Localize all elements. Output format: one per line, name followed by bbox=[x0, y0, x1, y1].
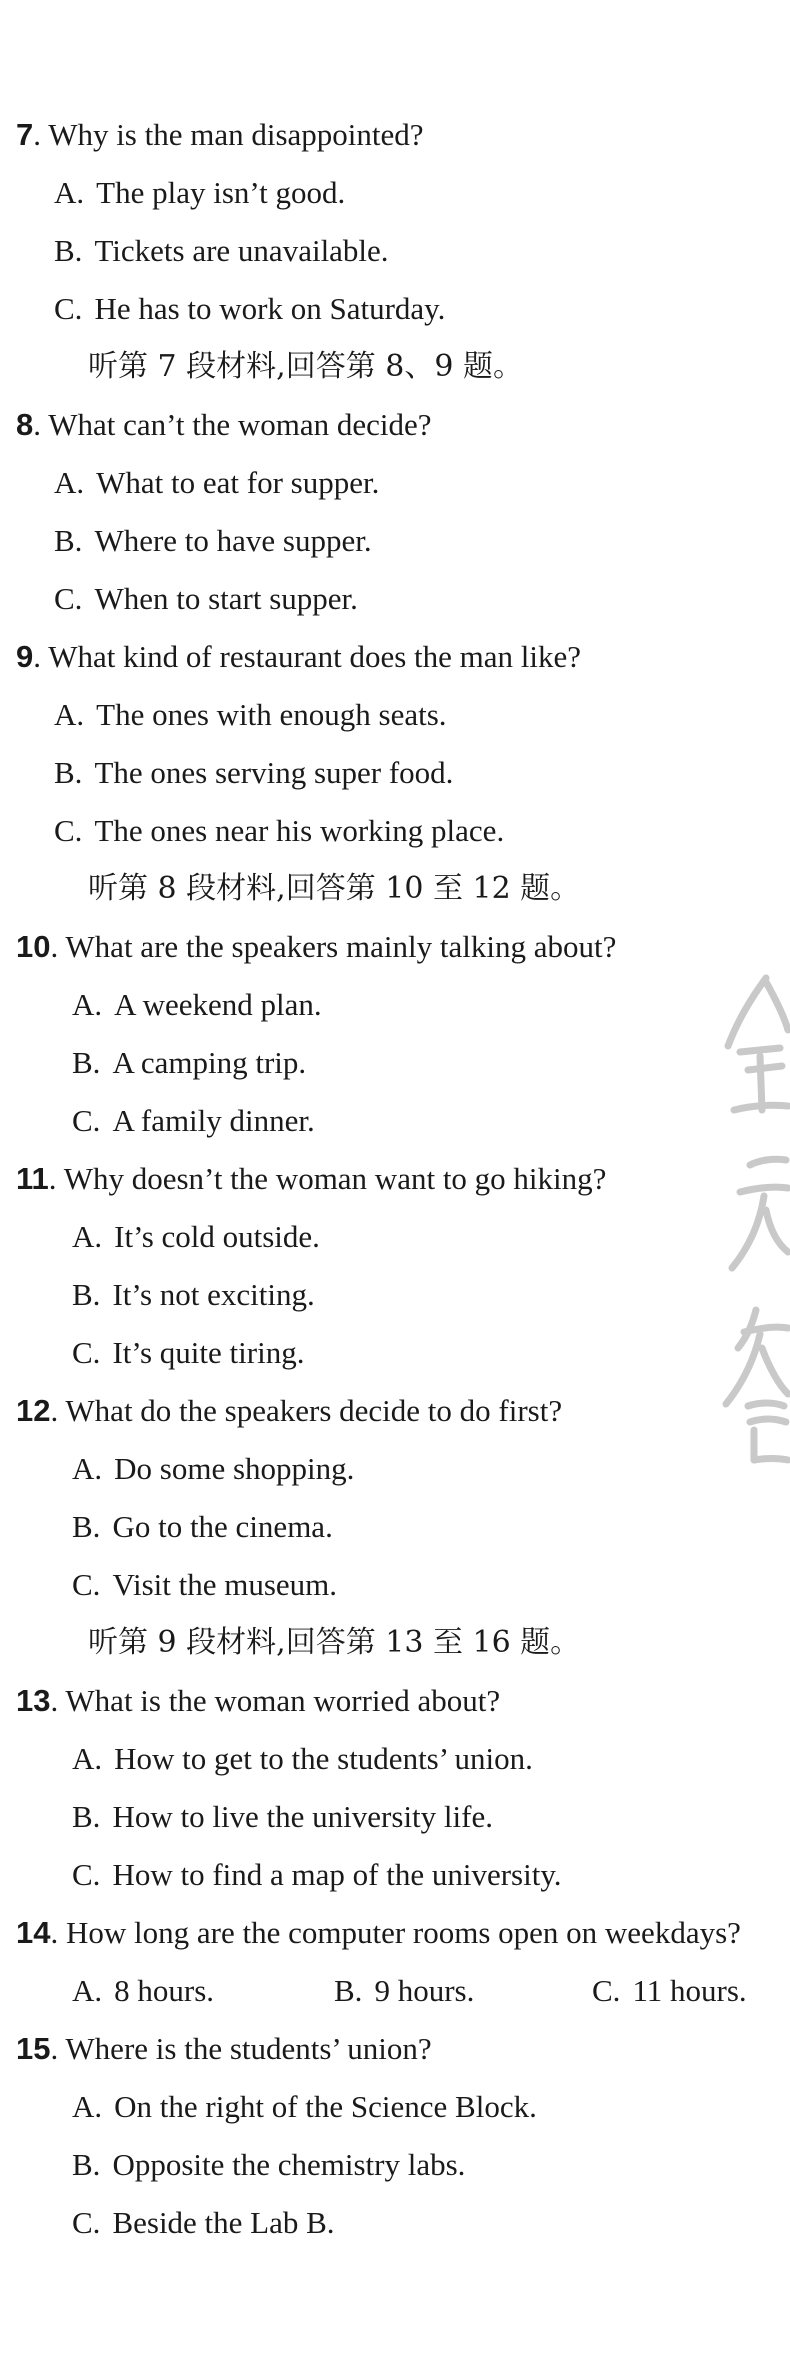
option-14c bbox=[592, 1971, 747, 2011]
question-number: 7 bbox=[16, 117, 34, 152]
option-text: How to get to the students’ union. bbox=[114, 1741, 533, 1776]
question-7 bbox=[16, 115, 424, 155]
option-13a bbox=[72, 1739, 533, 1779]
option-8c bbox=[54, 579, 358, 619]
option-text: The ones near his working place. bbox=[94, 813, 505, 848]
option-14a bbox=[72, 1971, 214, 2011]
option-text: It’s not exciting. bbox=[112, 1277, 315, 1312]
option-label: C. bbox=[54, 581, 83, 616]
option-15b bbox=[72, 2145, 465, 2185]
option-label: B. bbox=[334, 1973, 363, 2008]
option-label: B. bbox=[54, 755, 83, 790]
option-15a bbox=[72, 2087, 537, 2127]
question-13 bbox=[16, 1681, 500, 1721]
option-14b bbox=[334, 1971, 474, 2011]
option-10a bbox=[72, 985, 322, 1025]
option-text: A weekend plan. bbox=[114, 987, 322, 1022]
option-label: A. bbox=[54, 175, 85, 210]
option-12c bbox=[72, 1565, 337, 1605]
option-13b bbox=[72, 1797, 493, 1837]
option-11b bbox=[72, 1275, 315, 1315]
option-text: On the right of the Science Block. bbox=[114, 2089, 537, 2124]
option-label: C. bbox=[592, 1973, 621, 2008]
option-label: A. bbox=[72, 1219, 103, 1254]
question-10 bbox=[16, 927, 616, 967]
question-9 bbox=[16, 637, 581, 677]
option-9b bbox=[54, 753, 453, 793]
option-text: The play isn’t good. bbox=[96, 175, 346, 210]
option-label: B. bbox=[72, 1509, 101, 1544]
question-11 bbox=[16, 1159, 606, 1199]
section-instruction: 听第 7 段材料,回答第 8、9 题。 bbox=[88, 349, 523, 384]
option-7b bbox=[54, 231, 389, 271]
option-label: C. bbox=[54, 291, 83, 326]
option-label: C. bbox=[72, 1857, 101, 1892]
option-label: B. bbox=[72, 1277, 101, 1312]
option-label: B. bbox=[72, 2147, 101, 2182]
option-label: B. bbox=[54, 523, 83, 558]
question-number: 15 bbox=[16, 2031, 51, 2066]
question-number: 14 bbox=[16, 1915, 51, 1950]
option-text: The ones with enough seats. bbox=[96, 697, 447, 732]
section-instruction: 听第 9 段材料,回答第 13 至 16 题。 bbox=[88, 1625, 581, 1660]
option-label: C. bbox=[72, 1335, 101, 1370]
option-text: The ones serving super food. bbox=[94, 755, 454, 790]
option-text: Opposite the chemistry labs. bbox=[112, 2147, 466, 2182]
option-text: How to live the university life. bbox=[112, 1799, 493, 1834]
option-7c bbox=[54, 289, 445, 329]
question-15 bbox=[16, 2029, 432, 2069]
option-9c bbox=[54, 811, 504, 851]
option-9a bbox=[54, 695, 447, 735]
option-label: A. bbox=[72, 1973, 103, 2008]
question-14 bbox=[16, 1913, 741, 1953]
option-label: C. bbox=[54, 813, 83, 848]
question-text: . What is the woman worried about? bbox=[50, 1683, 501, 1718]
option-text: Where to have supper. bbox=[94, 523, 372, 558]
question-number: 11 bbox=[16, 1161, 49, 1196]
option-label: C. bbox=[72, 1103, 101, 1138]
option-label: C. bbox=[72, 2205, 101, 2240]
option-text: How to find a map of the university. bbox=[112, 1857, 562, 1892]
question-number: 12 bbox=[16, 1393, 51, 1428]
question-text: . What do the speakers decide to do first? bbox=[50, 1393, 563, 1428]
option-label: B. bbox=[72, 1799, 101, 1834]
question-text: . Why is the man disappointed? bbox=[33, 117, 424, 152]
option-text: When to start supper. bbox=[94, 581, 358, 616]
option-label: C. bbox=[72, 1567, 101, 1602]
option-text: He has to work on Saturday. bbox=[94, 291, 446, 326]
option-text: A family dinner. bbox=[112, 1103, 315, 1138]
question-12 bbox=[16, 1391, 562, 1431]
option-label: A. bbox=[72, 987, 103, 1022]
option-text: A camping trip. bbox=[112, 1045, 307, 1080]
question-text: . Why doesn’t the woman want to go hiking? bbox=[48, 1161, 607, 1196]
option-15c bbox=[72, 2203, 335, 2243]
question-number: 8 bbox=[16, 407, 34, 442]
option-text: Visit the museum. bbox=[112, 1567, 338, 1602]
option-text: 9 hours. bbox=[374, 1973, 475, 2008]
option-text: 8 hours. bbox=[114, 1973, 215, 2008]
question-text: . What can’t the woman decide? bbox=[33, 407, 432, 442]
option-11a bbox=[72, 1217, 320, 1257]
option-text: Tickets are unavailable. bbox=[94, 233, 389, 268]
option-label: A. bbox=[54, 465, 85, 500]
option-8a bbox=[54, 463, 379, 503]
option-7a bbox=[54, 173, 345, 213]
option-8b bbox=[54, 521, 372, 561]
question-number: 10 bbox=[16, 929, 51, 964]
option-text: It’s cold outside. bbox=[114, 1219, 320, 1254]
question-text: . What kind of restaurant does the man like? bbox=[33, 639, 582, 674]
question-8 bbox=[16, 405, 432, 445]
option-label: A. bbox=[72, 1451, 103, 1486]
option-12b bbox=[72, 1507, 333, 1547]
question-text: . What are the speakers mainly talking about? bbox=[50, 929, 617, 964]
option-label: B. bbox=[72, 1045, 101, 1080]
option-label: A. bbox=[72, 1741, 103, 1776]
option-13c bbox=[72, 1855, 562, 1895]
section-instruction: 听第 8 段材料,回答第 10 至 12 题。 bbox=[88, 871, 581, 906]
option-label: A. bbox=[72, 2089, 103, 2124]
option-10c bbox=[72, 1101, 315, 1141]
option-label: A. bbox=[54, 697, 85, 732]
option-text: It’s quite tiring. bbox=[112, 1335, 305, 1370]
option-12a bbox=[72, 1449, 354, 1489]
option-10b bbox=[72, 1043, 306, 1083]
option-11c bbox=[72, 1333, 304, 1373]
question-text: . Where is the students’ union? bbox=[50, 2031, 432, 2066]
option-text: 11 hours. bbox=[632, 1973, 747, 2008]
option-text: Go to the cinema. bbox=[112, 1509, 333, 1544]
option-text: What to eat for supper. bbox=[96, 465, 380, 500]
watermark-calligraphy bbox=[720, 960, 790, 1480]
question-text: . How long are the computer rooms open on weekdays? bbox=[50, 1915, 741, 1950]
option-text: Do some shopping. bbox=[114, 1451, 355, 1486]
question-number: 9 bbox=[16, 639, 34, 674]
option-label: B. bbox=[54, 233, 83, 268]
option-text: Beside the Lab B. bbox=[112, 2205, 335, 2240]
question-number: 13 bbox=[16, 1683, 51, 1718]
